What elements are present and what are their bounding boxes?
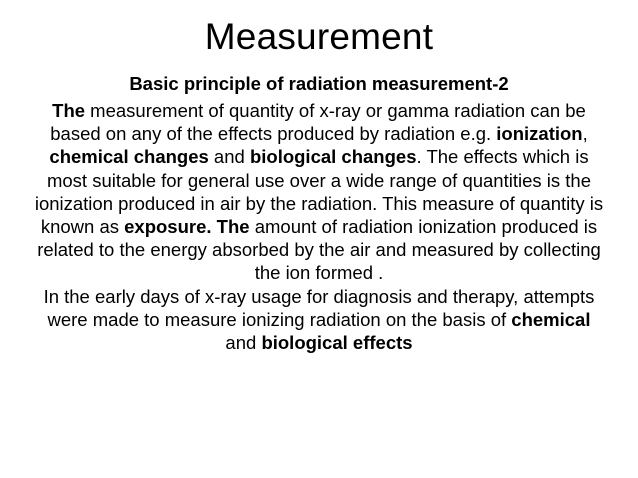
bold-text: exposure. The (124, 216, 250, 238)
body-text: and (208, 146, 250, 168)
bold-text: biological effects (261, 332, 413, 354)
body-text: amount of radiation ionization produced is related to the energy absorbed by the air and measured by collecting the ion formed . (37, 216, 601, 284)
body-text: . The effects which is most suitable for general use over a wide range of quantities is the ionization produced in air by the radiation. This measure of quantity is known as (34, 146, 604, 238)
slide-subtitle: Basic principle of radiation measurement-2 (129, 73, 509, 94)
bold-text: chemical (511, 308, 591, 330)
paragraph-2 (30, 285, 608, 355)
slide-title: Measurement (204, 16, 434, 57)
bold-text: ionization (496, 123, 583, 145)
paragraph-1 (30, 99, 608, 285)
slide-body (30, 99, 608, 354)
body-text: measurement of quantity of x-ray or gamma radiation can be based on any of the effects produced by radiation e.g. (50, 100, 586, 145)
bold-text: The (52, 100, 86, 121)
body-text: , (582, 123, 588, 145)
bold-text: biological changes (249, 146, 417, 168)
body-text: In the early days of x-ray usage for diagnosis and therapy, attempts were made to measure ionizing radiation on the basis of (43, 285, 595, 330)
body-text: and (225, 332, 262, 354)
bold-text: chemical changes (49, 146, 209, 168)
